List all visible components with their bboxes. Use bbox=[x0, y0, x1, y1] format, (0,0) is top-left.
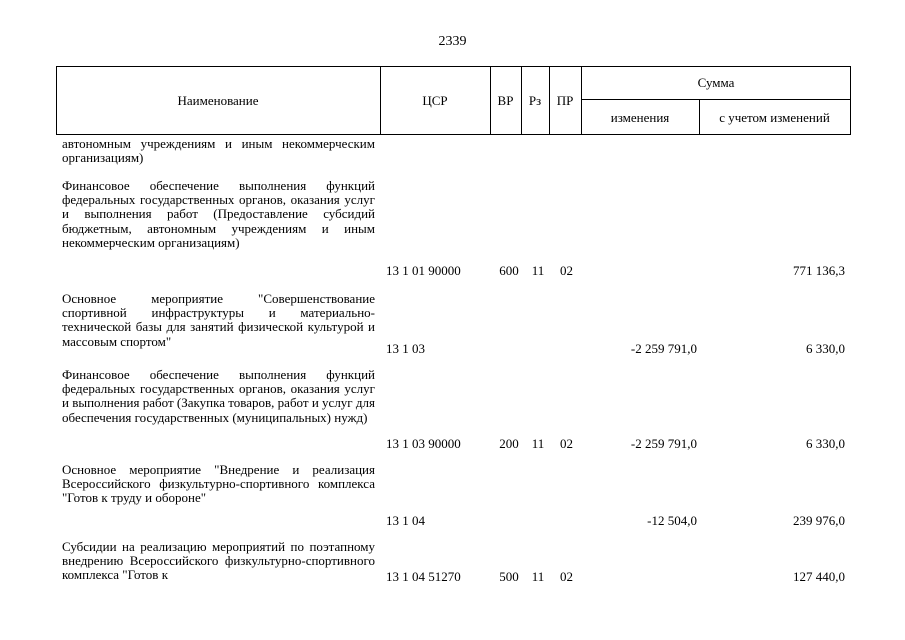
row-vr: 500 bbox=[499, 569, 519, 584]
row-total: 127 440,0 bbox=[793, 569, 845, 584]
table-row bbox=[0, 540, 905, 590]
header-change: изменения bbox=[610, 109, 670, 125]
row-change: -2 259 791,0 bbox=[630, 341, 697, 356]
header-sum: Сумма bbox=[697, 75, 735, 90]
table-row bbox=[0, 368, 905, 454]
table-row bbox=[0, 137, 905, 167]
row-rz: 11 bbox=[531, 436, 545, 451]
row-name: Финансовое обеспечение выполнения функций федеральных государственных органов, оказания услуг и выполнения работ (Закупка товаров, работ и услуг для обеспечения государственных (муниципальных) нужд) bbox=[62, 367, 375, 425]
row-pr: 02 bbox=[560, 436, 573, 451]
row-vr: 600 bbox=[499, 263, 519, 278]
row-change: -12 504,0 bbox=[647, 513, 697, 528]
header-pr: ПР bbox=[556, 92, 574, 108]
header-csr: ЦСР bbox=[422, 92, 448, 108]
row-name: автономным учреждениям и иным некоммерческим организациям) bbox=[62, 136, 375, 166]
row-csr: 13 1 04 bbox=[386, 513, 425, 528]
row-csr: 13 1 04 51270 bbox=[386, 569, 461, 584]
row-total: 6 330,0 bbox=[806, 341, 845, 356]
row-csr: 13 1 01 90000 bbox=[386, 263, 461, 278]
row-total: 6 330,0 bbox=[806, 436, 845, 451]
header-name: Наименование bbox=[177, 92, 259, 108]
row-vr: 200 bbox=[499, 436, 519, 451]
row-name: Основное мероприятие "Совершенствование спортивной инфраструктуры и материально-технической базы для занятий физической культурой и массовым спортом" bbox=[62, 291, 375, 349]
row-rz: 11 bbox=[531, 263, 545, 278]
row-pr: 02 bbox=[560, 263, 573, 278]
row-name: Субсидии на реализацию мероприятий по поэтапному внедрению Всероссийского физкультурно-спортивного комплекса "Готов к bbox=[62, 539, 375, 583]
header-with-changes: с учетом изменений bbox=[719, 109, 830, 125]
table-row bbox=[0, 179, 905, 279]
page-number: 2339 bbox=[438, 34, 467, 49]
table-row bbox=[0, 463, 905, 533]
table-header bbox=[56, 66, 851, 135]
row-total: 771 136,3 bbox=[793, 263, 845, 278]
header-rz: Рз bbox=[528, 92, 542, 108]
header-vr: ВР bbox=[497, 92, 514, 108]
row-csr: 13 1 03 bbox=[386, 341, 425, 356]
table-row bbox=[0, 292, 905, 364]
row-total: 239 976,0 bbox=[793, 513, 845, 528]
row-pr: 02 bbox=[560, 569, 573, 584]
row-change: -2 259 791,0 bbox=[630, 436, 697, 451]
row-name: Основное мероприятие "Внедрение и реализация Всероссийского физкультурно-спортивного комплекса "Готов к труду и обороне" bbox=[62, 462, 375, 506]
row-csr: 13 1 03 90000 bbox=[386, 436, 461, 451]
row-name: Финансовое обеспечение выполнения функций федеральных государственных органов, оказания услуг и выполнения работ (Предоставление субсидий бюджетным, автономным учреждениям и иным некоммерческим организациям) bbox=[62, 178, 375, 250]
row-rz: 11 bbox=[531, 569, 545, 584]
